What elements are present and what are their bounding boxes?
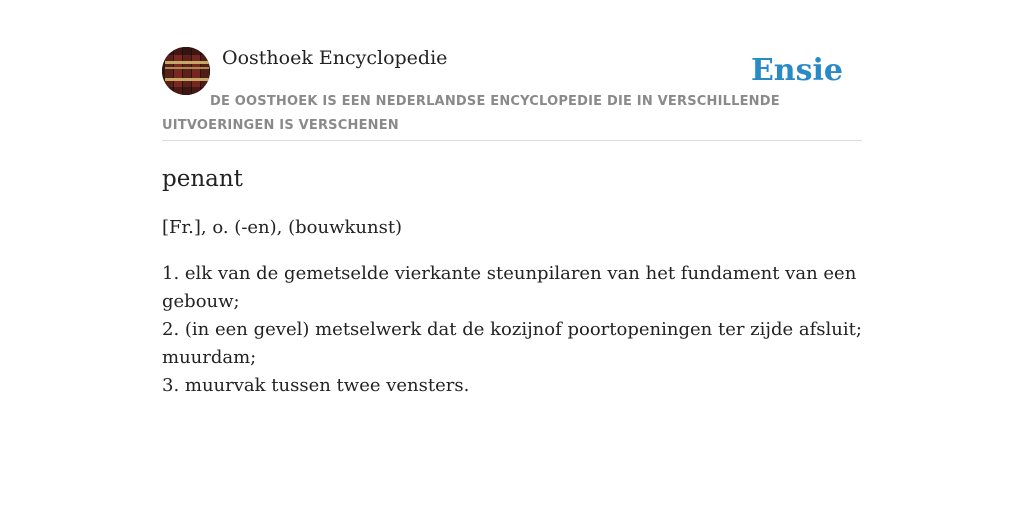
avatar[interactable]	[162, 47, 210, 95]
site-title[interactable]: Oosthoek Encyclopedie	[222, 47, 448, 69]
definition-item: 1. elk van de gemetselde vierkante steunpilaren van het fundament van een gebouw;	[162, 263, 857, 312]
definition-list	[162, 260, 862, 400]
definition-item: 3. muurvak tussen twee vensters.	[162, 375, 470, 396]
definition-item: 2. (in een gevel) metselwerk dat de kozijnof poortopeningen ter zijde afsluit; muurdam;	[162, 319, 862, 368]
entry-content	[162, 162, 862, 400]
book-spines-icon	[162, 47, 210, 95]
entry-meta: [Fr.], o. (-en), (bouwkunst)	[162, 217, 403, 238]
entry-title: penant	[162, 166, 243, 192]
brand-logo-link[interactable]: Ensie	[750, 53, 843, 88]
site-tagline: DE OOSTHOEK IS EEN NEDERLANDSE ENCYCLOPEDIE DIE IN VERSCHILLENDE UITVOERINGEN IS VERSCHENEN	[162, 94, 780, 133]
site-header	[162, 46, 862, 141]
